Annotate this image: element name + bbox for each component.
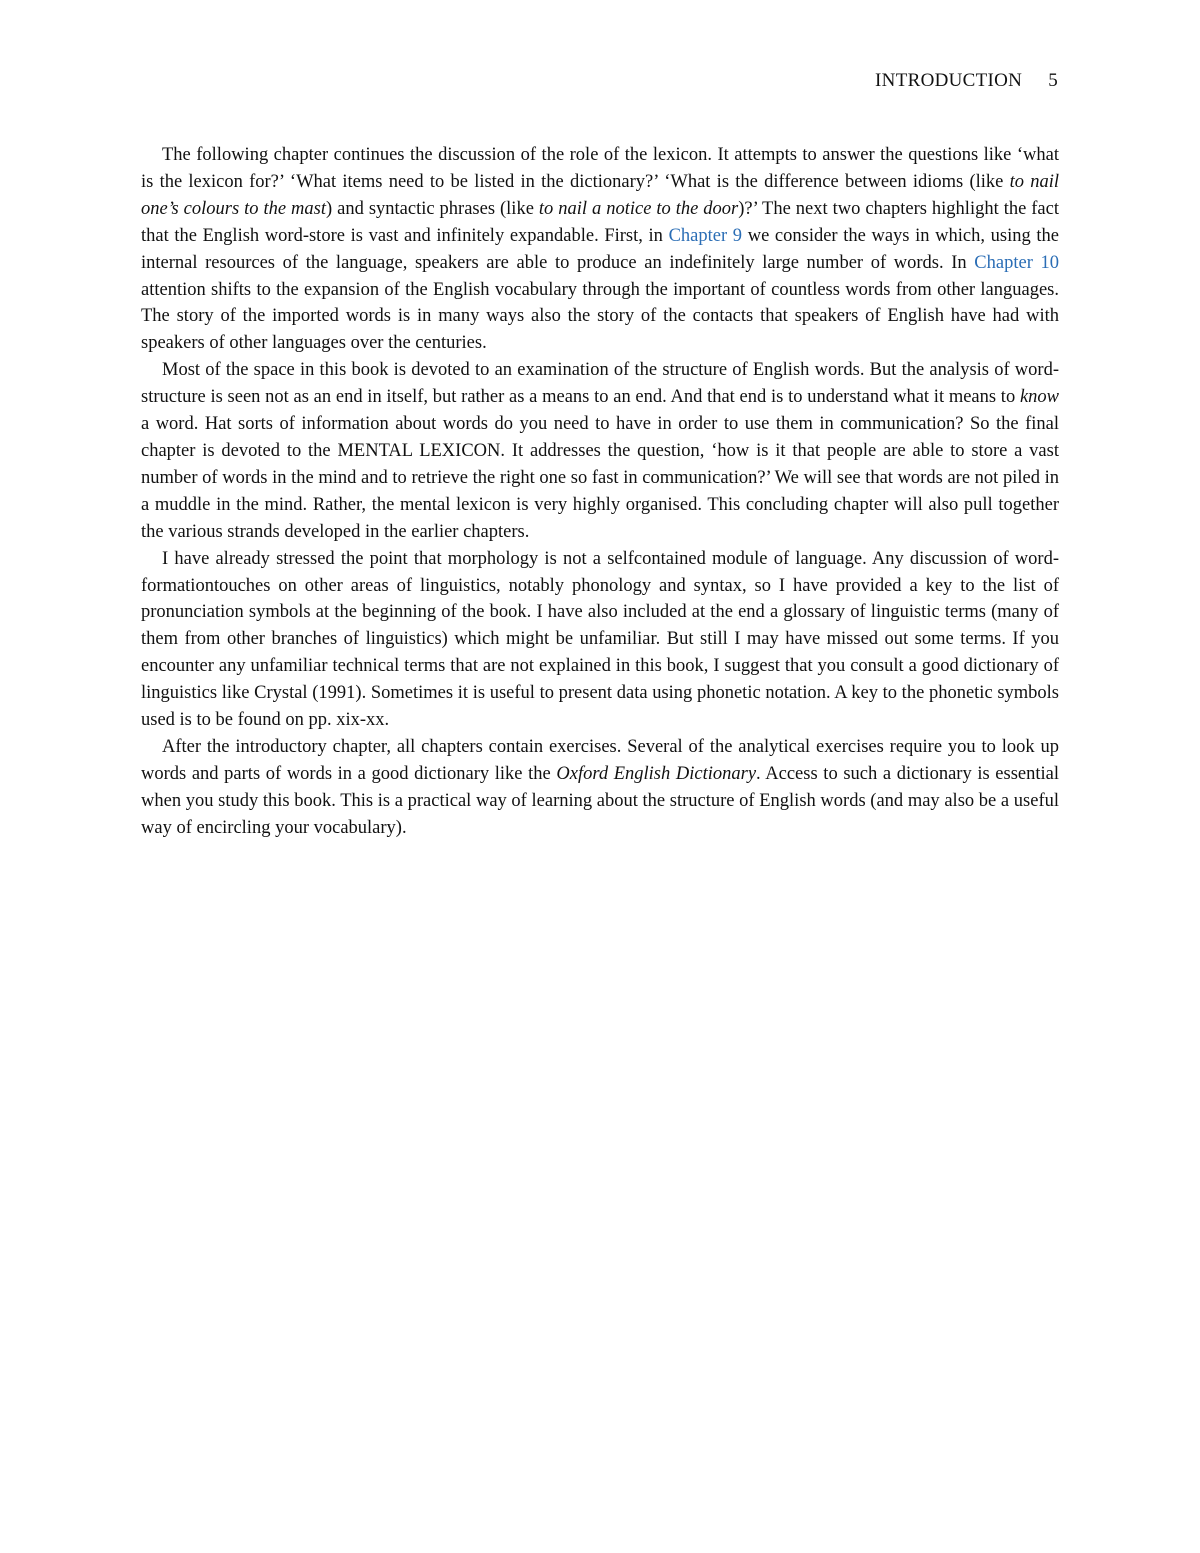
page-body (141, 142, 1059, 842)
text-run: . Access to such a dictionary is essential when you study this book. This is a practical way of learning about the structure of English words (and may also be a useful way of encircling your vocabulary). (141, 763, 1059, 838)
running-head (875, 70, 1058, 92)
paragraph-word-structure (141, 357, 1059, 545)
text-run: we consider the ways in which, using the internal resources of the language, speakers are able to produce an indefinitely large number of words. In (141, 225, 1060, 273)
paragraph-chapter-overview (141, 142, 1059, 357)
text-run: Most of the space in this book is devoted to an examination of the structure of English words. But the analysis of word-structure is seen not as an end in itself, but rather as a means to an end. And that end is to understand what it means to (141, 360, 1059, 408)
text-run: attention shifts to the expansion of the English vocabulary through the important of countless words from other languages. The story of the imported words is in many ways also the story of the contacts that speakers of English have had with speakers of other languages over the centuries. (141, 279, 1059, 354)
chapter-9-link[interactable]: Chapter 9 (668, 225, 743, 246)
phrase-example: to nail a notice to the door (538, 198, 739, 219)
text-run: )?’ The next two chapters highlight the fact that the English word-store is vast and infinitely expandable. First, in (141, 198, 1059, 246)
idiom-example: to nail one’s colours to the mast (141, 171, 1060, 219)
running-head-title: INTRODUCTION (875, 70, 1023, 91)
page-number: 5 (1048, 70, 1058, 91)
paragraph-exercises (141, 734, 1059, 842)
text-run: a word. Hat sorts of information about words do you need to have in order to use them in communication? So the final chapter is devoted to the MENTAL LEXICON. It addresses the question, ‘how is it that people are able to store a vast number of words in the mind and to retrieve the right one so fast in communication?’ We will see that words are not piled in a muddle in the mind. Rather, the mental lexicon is very highly organised. This concluding chapter will also pull together the various strands developed in the earlier chapters. (141, 414, 1059, 542)
dictionary-title: Oxford English Dictionary (556, 763, 757, 784)
text-run: ) and syntactic phrases (like (326, 198, 539, 219)
text-run: After the introductory chapter, all chapters contain exercises. Several of the analytical exercises require you to look up words and parts of words in a good dictionary like the (141, 736, 1059, 784)
chapter-10-link[interactable]: Chapter 10 (974, 252, 1060, 273)
emphasis-know: know (1019, 387, 1059, 408)
text-run: The following chapter continues the discussion of the role of the lexicon. It attempts to answer the questions like ‘what is the lexicon for?’ ‘What items need to be listed in the dictionary?’ ‘What is the difference between idioms (like (141, 145, 1059, 192)
paragraph-morphology: I have already stressed the point that morphology is not a selfcontained module of language. Any discussion of word-formationtouches on other areas of linguistics, notably phonology and syntax, so I have provided a key to the list of pronunciation symbols at the beginning of the book. I have also included at the end a glossary of linguistic terms (many of them from other branches of linguistics) which might be unfamiliar. But still I may have missed out some terms. If you encounter any unfamiliar technical terms that are not explained in this book, I suggest that you consult a good dictionary of linguistics like Crystal (1991). Sometimes it is useful to present data using phonetic notation. A key to the phonetic symbols used is to be found on pp. xix-xx. (141, 548, 1059, 731)
